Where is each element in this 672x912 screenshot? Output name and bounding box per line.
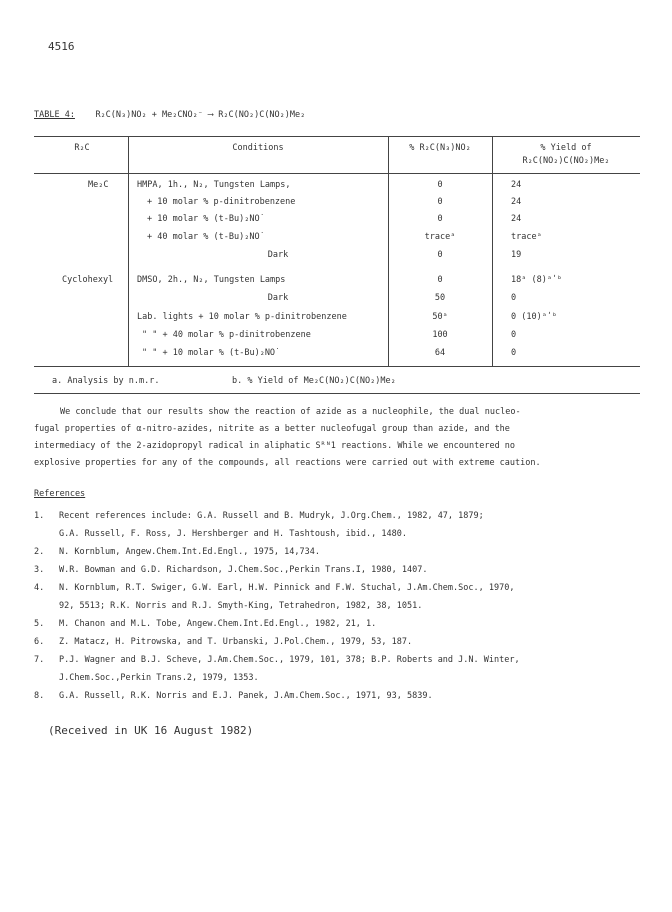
reference-number: 5. (34, 619, 45, 629)
reference-text: Recent references include: G.A. Russell and B. Mudryk, J.Org.Chem., 1982, 47, 1879; (59, 511, 484, 521)
cell-pct: 0 (437, 275, 443, 285)
reference-number: 4. (34, 583, 45, 593)
cell-yield: 18ᵃ (8)ᵃʹᵇ (511, 275, 563, 285)
reference-item (34, 633, 644, 651)
conclusion-line: intermediacy of the 2-azidopropyl radical in aliphatic Sᴿᴺ1 reactions. While we encountered no (34, 441, 516, 451)
cell-conditions: Dark (267, 250, 289, 260)
reference-text: P.J. Wagner and B.J. Scheve, J.Am.Chem.Soc., 1979, 101, 378; B.P. Roberts and J.N. Winter, (59, 655, 520, 665)
header-r2c: R₂C (74, 143, 90, 153)
cell-conditions: + 10 molar % (t-Bu)₂NO˙ (147, 214, 265, 224)
cell-yield: 24 (511, 197, 522, 207)
reference-item (34, 561, 644, 579)
reference-text: M. Chanon and M.L. Tobe, Angew.Chem.Int.Ed.Engl., 1982, 21, 1. (59, 619, 377, 629)
cell-yield: traceᵃ (511, 232, 542, 242)
conclusion-line: fugal properties of α-nitro-azides, nitrite as a better nucleofugal group than azide, and the (34, 424, 510, 434)
header-yield-line1: % Yield of (540, 143, 592, 153)
references-heading: References (34, 489, 86, 499)
cell-pct: 0 (437, 180, 443, 190)
cell-pct: 50 (434, 293, 446, 303)
reference-text: N. Kornblum, Angew.Chem.Int.Ed.Engl., 1975, 14,734. (59, 547, 320, 557)
conclusion-line: explosive properties for any of the compounds, all reactions were carried out with extreme caution. (34, 458, 541, 468)
cell-conditions: + 40 molar % (t-Bu)₂NO˙ (147, 232, 265, 242)
reference-text: J.Chem.Soc.,Perkin Trans.2, 1979, 1353. (59, 673, 259, 683)
footnote-rule (34, 393, 640, 394)
table-bottom-rule (34, 366, 640, 367)
header-pct-azide: % R₂C(N₃)NO₂ (409, 143, 471, 153)
table-header-rule (34, 173, 640, 174)
received-date: (Received in UK 16 August 1982) (48, 724, 254, 737)
header-yield-line2: R₂C(NO₂)C(NO₂)Me₂ (522, 156, 610, 166)
cell-r2c: Cyclohexyl (62, 275, 114, 285)
cell-pct: 50ᵃ (432, 312, 448, 322)
reference-text: G.A. Russell, F. Ross, J. Hershberger and H. Tashtoush, ibid., 1480. (59, 529, 407, 539)
reference-item (34, 615, 644, 633)
cell-pct: 64 (434, 348, 446, 358)
cell-yield: 0 (10)ᵃʹᵇ (511, 312, 558, 322)
cell-pct: traceᵃ (424, 232, 456, 242)
cell-pct: 0 (437, 214, 443, 224)
reference-item (34, 543, 644, 561)
page-number: 4516 (48, 40, 75, 53)
cell-pct: 100 (432, 330, 448, 340)
reference-number: 6. (34, 637, 45, 647)
reference-number: 1. (34, 511, 45, 521)
reference-item (34, 651, 644, 687)
cell-conditions: Lab. lights + 10 molar % p-dinitrobenzene (137, 312, 347, 322)
table-col-divider-1 (128, 136, 129, 366)
cell-conditions: DMSO, 2h., N₂, Tungsten Lamps (137, 275, 286, 285)
reference-item (34, 507, 644, 543)
reference-item (34, 579, 644, 615)
table-top-rule (34, 136, 640, 137)
cell-yield: 0 (511, 330, 517, 340)
reference-text: W.R. Bowman and G.D. Richardson, J.Chem.Soc.,Perkin Trans.I, 1980, 1407. (59, 565, 428, 575)
reference-number: 8. (34, 691, 45, 701)
table-col-divider-3 (492, 136, 493, 366)
reference-text: Z. Matacz, H. Pitrowska, and T. Urbanski, J.Pol.Chem., 1979, 53, 187. (59, 637, 413, 647)
cell-yield: 19 (511, 250, 522, 260)
reference-number: 2. (34, 547, 45, 557)
footnote-b: b. % Yield of Me₂C(NO₂)C(NO₂)Me₂ (232, 376, 396, 386)
cell-yield: 24 (511, 214, 522, 224)
cell-yield: 24 (511, 180, 522, 190)
table-col-divider-2 (388, 136, 389, 366)
table-caption (34, 110, 305, 120)
header-conditions: Conditions (232, 143, 284, 153)
cell-conditions: Dark (267, 293, 289, 303)
table-caption-label: TABLE 4: (34, 110, 75, 120)
cell-yield: 0 (511, 348, 517, 358)
table-caption-equation: R₂C(N₃)NO₂ + Me₂CNO₂⁻ ⟶ R₂C(NO₂)C(NO₂)Me₂ (95, 110, 306, 120)
cell-conditions: " " + 10 molar % (t-Bu)₂NO˙ (142, 348, 281, 358)
cell-yield: 0 (511, 293, 517, 303)
reference-number: 7. (34, 655, 45, 665)
cell-r2c: Me₂C (88, 180, 109, 190)
cell-conditions: HMPA, 1h., N₂, Tungsten Lamps, (137, 180, 291, 190)
conclusion-line: We conclude that our results show the reaction of azide as a nucleophile, the dual nucleo- (60, 407, 521, 417)
reference-text: N. Kornblum, R.T. Swiger, G.W. Earl, H.W. Pinnick and F.W. Stuchal, J.Am.Chem.Soc., 1970, (59, 583, 515, 593)
conclusion-paragraph (34, 404, 639, 472)
reference-text: G.A. Russell, R.K. Norris and E.J. Panek, J.Am.Chem.Soc., 1971, 93, 5839. (59, 691, 433, 701)
reference-text: 92, 5513; R.K. Norris and R.J. Smyth-King, Tetrahedron, 1982, 38, 1051. (59, 601, 423, 611)
cell-pct: 0 (437, 197, 443, 207)
reference-item (34, 687, 644, 705)
cell-pct: 0 (437, 250, 443, 260)
cell-conditions: " " + 40 molar % p-dinitrobenzene (142, 330, 311, 340)
reference-number: 3. (34, 565, 45, 575)
cell-conditions: + 10 molar % p-dinitrobenzene (147, 197, 296, 207)
footnote-a: a. Analysis by n.m.r. (52, 376, 160, 386)
